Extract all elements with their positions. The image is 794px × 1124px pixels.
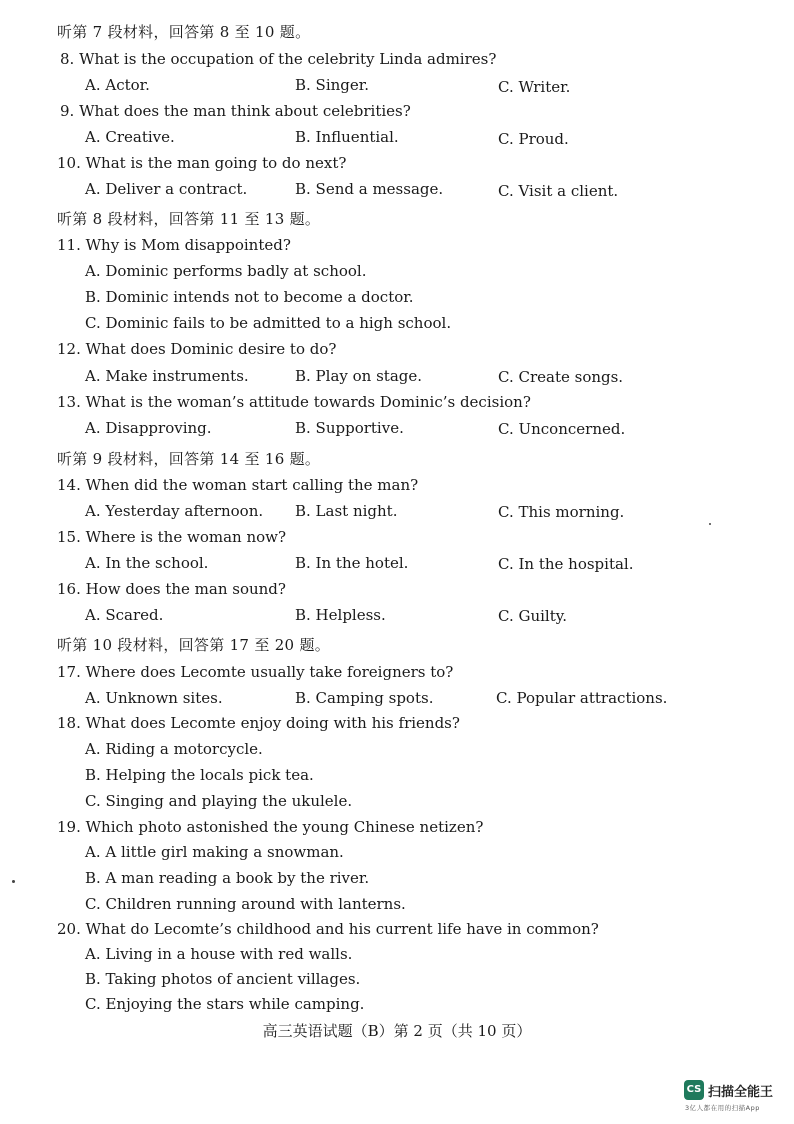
scanner-logo-icon: CS [684,1080,704,1100]
question-stem: 9. What does the man think about celebrities? [60,102,411,120]
scanner-logo-tagline: 3亿人都在用的扫描App [685,1104,760,1112]
option-a: A. Creative. [85,128,175,146]
options-row [0,127,794,147]
question-stem: 11. Why is Mom disappointed? [57,236,291,254]
question-stem: 15. Where is the woman now? [57,528,287,546]
section-heading: 听第 8 段材料，回答第 11 至 13 题。 [57,210,321,228]
section-heading: 听第 10 段材料，回答第 17 至 20 题。 [57,636,331,654]
scanner-logo-name: 扫描全能王 [708,1085,774,1100]
options-row [0,179,794,199]
option-b: B. Helpless. [295,606,386,624]
option-c: C. Create songs. [498,368,624,386]
options-row [0,75,794,95]
question-stem: 12. What does Dominic desire to do? [57,340,337,358]
option-a: A. Scared. [85,606,164,624]
option-b: B. A man reading a book by the river. [85,869,370,887]
option-a: A. Unknown sites. [85,689,223,707]
question-stem: 10. What is the man going to do next? [57,154,347,172]
option-c: C. Writer. [498,78,571,96]
scanner-watermark [684,1080,788,1114]
question-stem: 8. What is the occupation of the celebrity Linda admires? [60,50,497,68]
option-b: B. Helping the locals pick tea. [85,766,314,784]
question-stem: 13. What is the woman’s attitude towards Dominic’s decision? [57,393,531,411]
option-c: C. Unconcerned. [498,420,626,438]
option-a: A. In the school. [85,554,209,572]
question-stem: 17. Where does Lecomte usually take foreigners to? [57,663,454,681]
options-row [0,605,794,625]
option-c: C. Dominic fails to be admitted to a high school. [85,314,452,332]
option-c: C. Visit a client. [498,182,619,200]
scan-speck [709,523,711,525]
option-a: A. Disapproving. [85,419,212,437]
section-heading: 听第 9 段材料，回答第 14 至 16 题。 [57,450,321,468]
option-c: C. This morning. [498,503,625,521]
question-stem: 16. How does the man sound? [57,580,286,598]
option-b: B. Dominic intends not to become a doctor. [85,288,414,306]
option-a: A. Make instruments. [85,367,249,385]
question-stem: 20. What do Lecomte’s childhood and his current life have in common? [57,920,599,938]
page-footer: 高三英语试题（B）第 2 页（共 10 页） [262,1022,532,1040]
option-b: B. Singer. [295,76,370,94]
option-b: B. Taking photos of ancient villages. [85,970,361,988]
option-b: B. Play on stage. [295,367,423,385]
option-a: A. A little girl making a snowman. [85,843,344,861]
option-b: B. Influential. [295,128,399,146]
option-c: C. In the hospital. [498,555,634,573]
question-stem: 14. When did the woman start calling the man? [57,476,419,494]
option-b: B. Camping spots. [295,689,434,707]
question-stem: 19. Which photo astonished the young Chinese netizen? [57,818,484,836]
option-c: C. Popular attractions. [496,689,668,707]
option-c: C. Proud. [498,130,569,148]
option-a: A. Living in a house with red walls. [85,945,353,963]
option-a: A. Actor. [85,76,150,94]
question-stem: 18. What does Lecomte enjoy doing with his friends? [57,714,460,732]
option-c: C. Children running around with lanterns. [85,895,406,913]
options-row [0,501,794,521]
options-row [0,688,794,708]
option-b: B. Send a message. [295,180,444,198]
scan-speck [12,880,15,883]
option-a: A. Riding a motorcycle. [85,740,263,758]
option-a: A. Deliver a contract. [85,180,248,198]
option-a: A. Yesterday afternoon. [85,502,264,520]
option-c: C. Guilty. [498,607,567,625]
options-row [0,366,794,386]
options-row [0,418,794,438]
option-b: B. Supportive. [295,419,404,437]
option-a: A. Dominic performs badly at school. [85,262,367,280]
section-heading: 听第 7 段材料，回答第 8 至 10 题。 [57,23,311,41]
option-b: B. In the hotel. [295,554,409,572]
option-c: C. Singing and playing the ukulele. [85,792,353,810]
option-c: C. Enjoying the stars while camping. [85,995,365,1013]
options-row [0,553,794,573]
option-b: B. Last night. [295,502,398,520]
